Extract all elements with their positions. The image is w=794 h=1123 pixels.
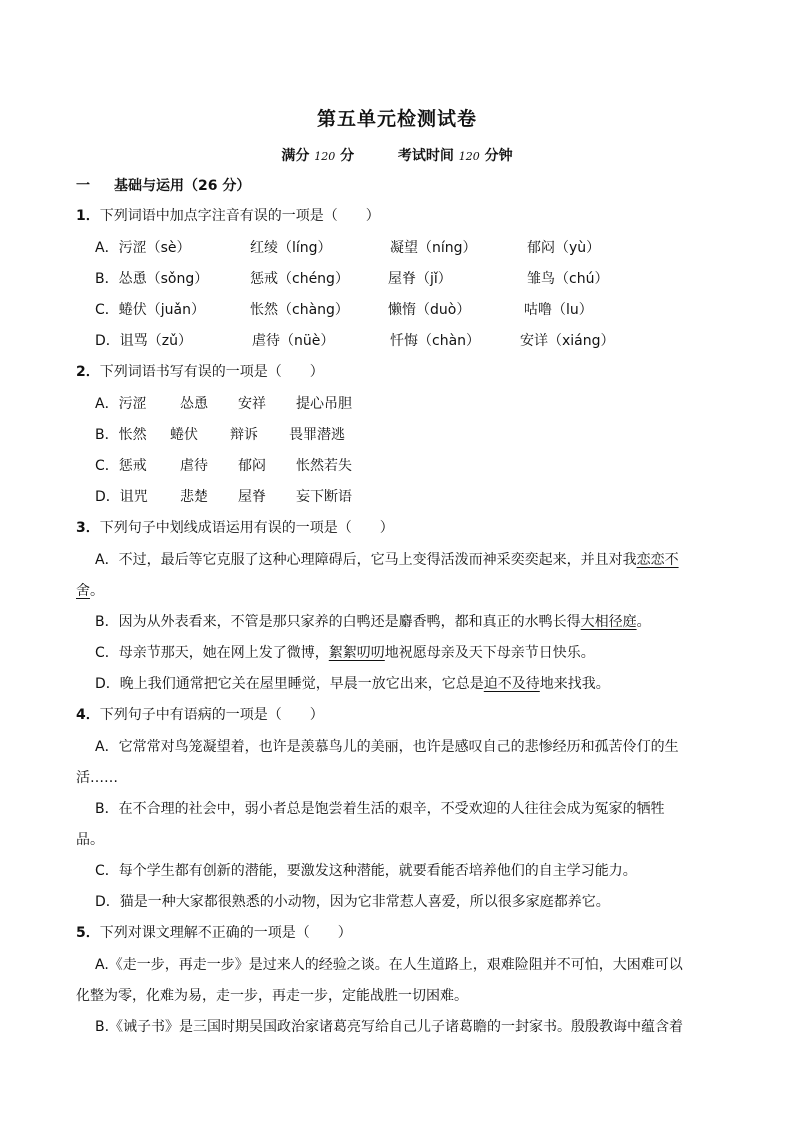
option-item: 安祥	[238, 396, 266, 412]
page-title: 第五单元检测试卷	[316, 108, 477, 130]
question-number: 2．	[76, 364, 100, 380]
underlined-idiom: 恋恋不	[636, 552, 679, 568]
question-2	[76, 362, 324, 382]
option-row: C．蜷伏（juǎn）	[95, 302, 205, 318]
underlined-idiom: 大相径庭	[580, 614, 637, 630]
question-3	[76, 518, 394, 538]
section-number: 一	[76, 178, 90, 194]
exam-info	[0, 145, 794, 165]
section-heading	[76, 176, 250, 196]
option-text: D．晚上我们通常把它关在屋里睡觉，早晨一放它出来，它总是	[95, 676, 484, 692]
option-row: C．惩戒	[95, 458, 147, 474]
question-number: 5．	[76, 925, 100, 941]
option-c	[95, 643, 595, 663]
option-b	[95, 612, 651, 632]
option-a	[95, 550, 679, 570]
option-b: B.《诫子书》是三国时期吴国政治家诸葛亮写给自己儿子诸葛瞻的一封家书。殷殷教诲中蕴含着	[95, 1019, 684, 1035]
option-item: 屋脊（jǐ）	[388, 271, 452, 287]
option-item: 虐待（nüè）	[252, 333, 335, 349]
underlined-idiom: 絮絮叨叨	[328, 645, 385, 661]
option-item: 郁闷	[238, 458, 266, 474]
option-b: B．在不合理的社会中，弱小者总是饱尝着生活的艰辛，不受欢迎的人往往会成为冤家的牺牲	[95, 801, 665, 817]
option-a-cont: 活……	[76, 770, 118, 786]
question-4	[76, 705, 324, 725]
option-text: 。	[636, 614, 651, 630]
option-item: 虐待	[180, 458, 208, 474]
option-c: C．每个学生都有创新的潜能，要激发这种潜能，就要看能否培养他们的自主学习能力。	[95, 863, 637, 879]
option-d	[95, 674, 610, 694]
question-number: 3．	[76, 520, 100, 536]
option-item: 咕噜（lu）	[524, 302, 593, 318]
option-row: A．污涩	[95, 396, 147, 412]
option-row: D．诅咒	[95, 489, 148, 505]
option-item: 雏鸟（chú）	[527, 271, 609, 287]
underlined-idiom: 舍	[76, 583, 90, 599]
option-text: C．母亲节那天，她在网上发了微博，	[95, 645, 329, 661]
option-a-cont: 化整为零，化难为易，走一步，再走一步，定能战胜一切困难。	[76, 988, 468, 1004]
option-row: B．怅然	[95, 427, 147, 443]
option-item: 妄下断语	[296, 489, 352, 505]
question-text: 下列对课文理解不正确的一项是（ ）	[99, 925, 352, 941]
option-item: 凝望（níng）	[390, 240, 477, 256]
option-text: A．不过，最后等它克服了这种心理障碍后，它马上变得活泼而神采奕奕起来，并且对我	[95, 552, 637, 568]
option-row: B．怂恿（sǒng）	[95, 271, 209, 287]
option-text: 地来找我。	[539, 676, 610, 692]
full-score-value: 120	[314, 150, 336, 163]
question-text: 下列句子中划线成语运用有误的一项是（ ）	[99, 520, 394, 536]
question-text: 下列句子中有语病的一项是（ ）	[99, 707, 324, 723]
full-score-label: 满分	[281, 148, 310, 164]
option-text: 地祝愿母亲及天下母亲节日快乐。	[384, 645, 595, 661]
option-item: 怅然若失	[296, 458, 352, 474]
exam-time-value: 120	[458, 150, 480, 163]
exam-time-label: 考试时间	[397, 148, 454, 164]
option-item: 屋脊	[238, 489, 266, 505]
full-score-unit: 分	[340, 148, 355, 164]
option-a-cont	[76, 581, 104, 601]
option-item: 蜷伏	[170, 427, 198, 443]
option-item: 红绫（líng）	[250, 240, 332, 256]
option-d: D．猫是一种大家都很熟悉的小动物，因为它非常惹人喜爱，所以很多家庭都养它。	[95, 894, 610, 910]
option-text: B．因为从外表看来，不管是那只家养的白鸭还是麝香鸭，都和真正的水鸭长得	[95, 614, 581, 630]
option-row: A．污涩（sè）	[95, 240, 191, 256]
question-1	[76, 206, 380, 226]
option-item: 怅然（chàng）	[250, 302, 349, 318]
option-item: 畏罪潜逃	[289, 427, 345, 443]
question-number: 4．	[76, 707, 100, 723]
exam-time-unit: 分钟	[484, 148, 513, 164]
option-item: 辩诉	[230, 427, 258, 443]
section-title: 基础与运用（26 分）	[114, 178, 251, 194]
option-row: D．诅骂（zǔ）	[95, 333, 193, 349]
underlined-idiom: 迫不及待	[483, 676, 540, 692]
option-a: A．它常常对鸟笼凝望着，也许是羡慕鸟儿的美丽，也许是感叹自己的悲惨经历和孤苦伶仃的生	[95, 739, 679, 755]
option-item: 怂恿	[180, 396, 208, 412]
option-item: 懒惰（duò）	[388, 302, 471, 318]
option-text: 。	[90, 583, 104, 599]
question-5	[76, 923, 352, 943]
option-b-cont: 品。	[76, 832, 104, 848]
option-item: 郁闷（yù）	[527, 240, 601, 256]
option-item: 惩戒（chéng）	[250, 271, 349, 287]
question-number: 1．	[76, 208, 100, 224]
question-text: 下列词语中加点字注音有误的一项是（ ）	[99, 208, 380, 224]
option-item: 忏悔（chàn）	[390, 333, 481, 349]
option-a: A.《走一步，再走一步》是过来人的经验之谈。在人生道路上，艰难险阻并不可怕，大困难可以	[95, 957, 683, 973]
question-text: 下列词语书写有误的一项是（ ）	[99, 364, 324, 380]
option-item: 悲楚	[180, 489, 208, 505]
option-item: 提心吊胆	[296, 396, 352, 412]
option-item: 安详（xiáng）	[520, 333, 615, 349]
